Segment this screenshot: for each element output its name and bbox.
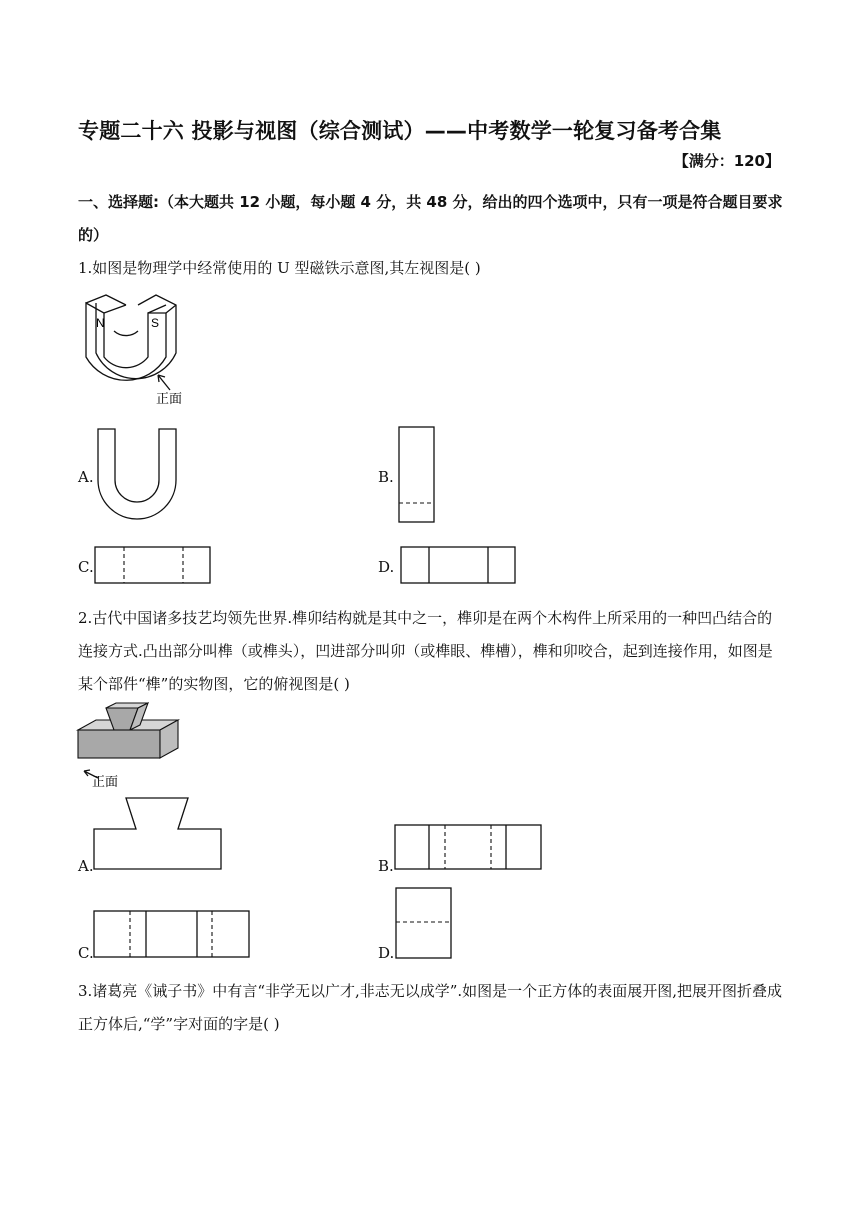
q1-option-a-figure[interactable] (97, 428, 177, 520)
q2-option-a-figure[interactable] (93, 797, 223, 871)
question-2-text: 2.古代中国诸多技艺均领先世界.榫卯结构就是其中之一，榫卯是在两个木构件上所采用的一种凹凸结合的连接方式.凸出部分叫榫（或榫头），凹进部分叫卯（或榫眼、榫槽），榫和卯咬合，起到连接作用，如图是某个部件“榫”的实物图，它的俯视图是( ) (78, 609, 773, 693)
q1-option-d-figure[interactable] (400, 546, 518, 586)
q2-option-d-figure[interactable] (395, 887, 453, 960)
q2-option-b-figure[interactable] (394, 824, 543, 871)
q2-option-c-label[interactable]: C. (78, 944, 94, 962)
question-3-text: 3.诸葛亮《诫子书》中有言“非学无以广才,非志无以成学”.如图是一个正方体的表面展开图,把展开图折叠成正方体后,“学”字对面的字是( ) (78, 982, 782, 1033)
section-heading: 一、选择题:（本大题共 12 小题，每小题 4 分，共 48 分，给出的四个选项中，只有一项是符合题目要求的） (78, 193, 783, 244)
front-arrow-icon (158, 375, 170, 390)
q2-option-c-figure[interactable] (93, 910, 251, 959)
q2-option-a-label[interactable]: A. (78, 857, 94, 875)
n-pole-label: N (96, 316, 105, 330)
q2-option-d-label[interactable]: D. (378, 944, 395, 962)
front-label: 正面 (92, 775, 119, 790)
u-magnet-figure (78, 295, 198, 410)
q1-option-b-label[interactable]: B. (378, 468, 394, 486)
s-pole-label: S (151, 316, 160, 330)
q2-option-b-label[interactable]: B. (378, 857, 394, 875)
question-1-text: 1.如图是物理学中经常使用的 U 型磁铁示意图,其左视图是( ) (78, 259, 481, 277)
total-score: 【满分：120】 (673, 152, 780, 170)
q1-option-c-figure[interactable] (94, 546, 212, 586)
front-label: 正面 (156, 392, 183, 407)
page-title: 专题二十六 投影与视图（综合测试）——中考数学一轮复习备考合集 (78, 119, 722, 143)
tenon-figure (78, 703, 198, 793)
q1-option-c-label[interactable]: C. (78, 558, 94, 576)
q1-option-a-label[interactable]: A. (78, 468, 94, 486)
q1-option-d-label[interactable]: D. (378, 558, 395, 576)
q1-option-b-figure[interactable] (398, 426, 436, 524)
